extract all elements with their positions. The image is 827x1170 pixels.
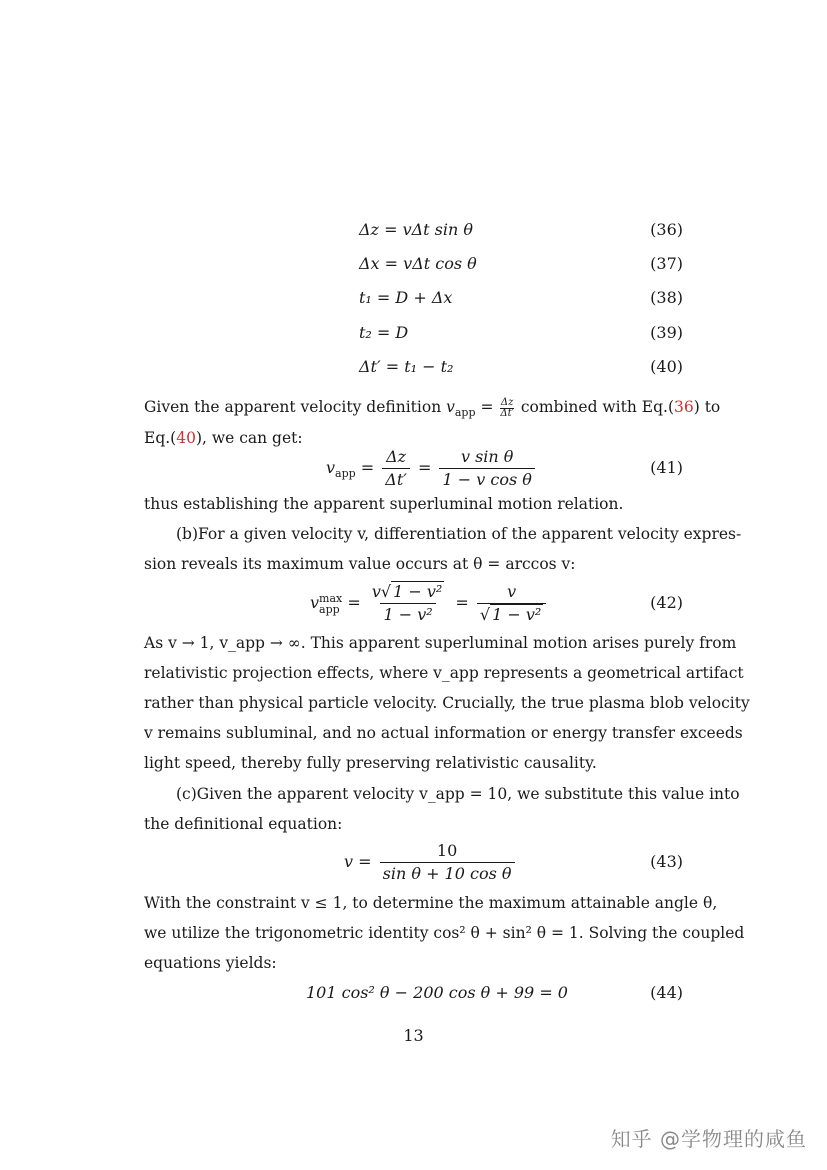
equation-41-f1-numerator: Δz (386, 447, 407, 466)
paragraph-1-text-b: combined with Eq.( (515, 398, 674, 416)
equation-38-number: (38) (650, 288, 683, 307)
equation-43-numerator: 10 (436, 841, 458, 860)
paragraph-3-line-2: sion reveals its maximum value occurs at θ = arccos v: (144, 555, 576, 573)
equation-43-number: (43) (650, 852, 683, 871)
paragraph-1-line2-a: Eq.( (144, 429, 177, 447)
equation-42-scripts (319, 593, 342, 615)
page-number: 13 (403, 1026, 424, 1045)
paragraph-1-line-2 (144, 428, 683, 448)
equation-43-body (344, 840, 518, 884)
equation-39-body: t₂ = D (359, 323, 409, 342)
equation-36-body: Δz = vΔt sin θ (359, 220, 474, 239)
equation-41 (144, 446, 683, 490)
equation-39-number: (39) (650, 323, 683, 342)
equation-43-fraction (380, 842, 515, 883)
inline-fraction-numerator: Δz (500, 396, 514, 408)
equation-42-body (310, 580, 549, 626)
equation-41-f2-denominator: 1 − v cos θ (439, 468, 534, 489)
equation-42-f2-radicand: 1 − v² (492, 605, 542, 624)
paragraph-3-line-1: (b)For a given velocity v, differentiation of the apparent velocity expres- (176, 525, 742, 543)
equation-42-fraction-1 (369, 583, 447, 624)
equation-37-number: (37) (650, 254, 683, 273)
equation-42-lhs-sup: max (319, 591, 343, 605)
equation-40-body: Δt′ = t₁ − t₂ (359, 357, 454, 376)
equation-40 (144, 357, 683, 377)
equation-41-lhs: v (326, 458, 336, 477)
equation-42-f1-radicand: 1 − v² (393, 582, 443, 601)
equation-40-number: (40) (650, 357, 683, 376)
equation-41-f2-numerator: v sin θ (460, 447, 514, 466)
equation-41-f1-denominator: Δt′ (382, 468, 410, 489)
paragraph-4-line-3: rather than physical particle velocity. Crucially, the true plasma blob velocity (144, 694, 750, 712)
v-app-subscript: app (454, 406, 476, 420)
equation-36 (144, 220, 683, 240)
paragraph-6-line-3: equations yields: (144, 954, 277, 972)
v-app-symbol: v (446, 398, 455, 416)
equation-41-fraction-2 (439, 448, 534, 489)
watermark: 知乎 @学物理的咸鱼 (610, 1127, 807, 1151)
paragraph-4-line-5: light speed, thereby fully preserving relativistic causality. (144, 754, 597, 772)
paragraph-6-line-2: we utilize the trigonometric identity cos² θ + sin² θ = 1. Solving the coupled (144, 924, 745, 942)
equation-42 (144, 580, 683, 626)
sqrt-sign: √ 1 − v² (479, 605, 542, 624)
paragraph-5-line-2: the definitional equation: (144, 815, 343, 833)
equation-42-f2-numerator: v (507, 582, 517, 601)
paragraph-4-line-2: relativistic projection effects, where v_app represents a geometrical artifact (144, 664, 744, 682)
equation-44-body: 101 cos² θ − 200 cos θ + 99 = 0 (306, 983, 568, 1002)
equation-41-number: (41) (650, 458, 683, 477)
sqrt-sign: √ 1 − v² (380, 582, 443, 601)
equation-38-body: t₁ = D + Δx (359, 288, 453, 307)
equation-44 (144, 983, 683, 1003)
equation-42-fraction-2 (477, 583, 546, 624)
equation-43 (144, 840, 683, 884)
equation-42-lhs-sub: app (319, 602, 340, 616)
equation-41-body (326, 446, 538, 496)
equation-ref-40[interactable]: 40 (176, 429, 196, 447)
equation-36-number: (36) (650, 220, 683, 239)
equation-42-f1-num-v: v (371, 582, 381, 601)
equation-38 (144, 288, 683, 308)
equation-42-f2-denominator (477, 603, 546, 624)
equation-44-number: (44) (650, 983, 683, 1002)
paragraph-1-line2-b: ), we can get: (195, 429, 303, 447)
equation-42-eq2: = (450, 593, 474, 612)
equals-sign: = (475, 398, 499, 416)
equation-43-lhs: v = (344, 852, 377, 871)
equation-42-eq1: = (342, 593, 366, 612)
equation-37-body: Δx = vΔt cos θ (359, 254, 477, 273)
paragraph-6-line-1: With the constraint v ≤ 1, to determine the maximum attainable angle θ, (144, 894, 718, 912)
equation-42-f1-numerator (369, 583, 447, 603)
inline-fraction (500, 398, 514, 419)
paragraph-1-line-1 (144, 394, 721, 426)
equation-39 (144, 323, 683, 343)
paragraph-2: thus establishing the apparent superluminal motion relation. (144, 495, 624, 513)
paragraph-5-line-1: (c)Given the apparent velocity v_app = 10, we substitute this value into (176, 785, 740, 803)
equation-42-number: (42) (650, 593, 683, 612)
equation-42-f1-denominator: 1 − v² (380, 603, 435, 624)
equation-37 (144, 254, 683, 274)
equation-ref-36[interactable]: 36 (674, 398, 694, 416)
equation-42-lhs: v (310, 593, 320, 612)
paragraph-4-line-1: As v → 1, v_app → ∞. This apparent superluminal motion arises purely from (144, 634, 737, 652)
paragraph-4-line-4: v remains subluminal, and no actual information or energy transfer exceeds (144, 724, 743, 742)
paragraph-1-text-c: ) to (693, 398, 721, 416)
equation-43-denominator: sin θ + 10 cos θ (380, 862, 515, 883)
equation-41-fraction-1 (382, 448, 410, 489)
paragraph-1-text-a: Given the apparent velocity definition (144, 398, 447, 416)
equation-41-eq1: = (355, 458, 380, 477)
equation-41-lhs-sub: app (335, 467, 356, 481)
equation-41-eq2: = (412, 458, 437, 477)
inline-fraction-denominator: Δt′ (500, 407, 514, 419)
